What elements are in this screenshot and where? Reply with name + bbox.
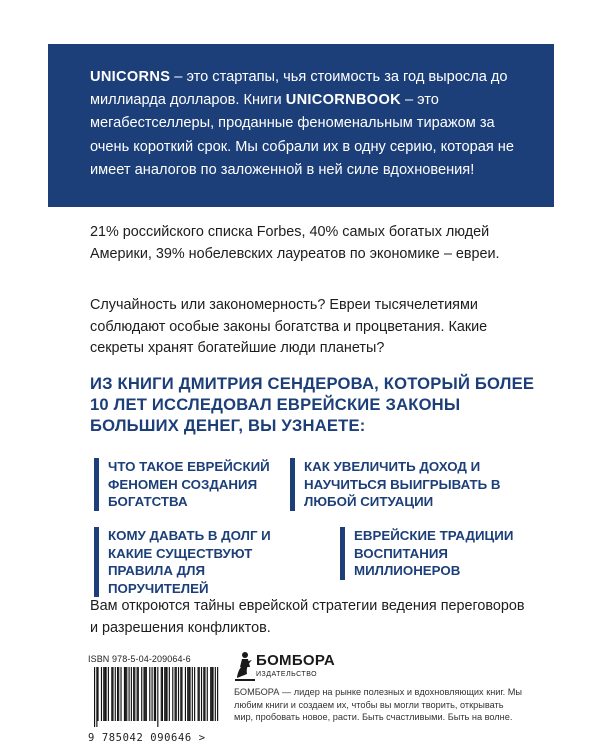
bullet-item: КОМУ ДАВАТЬ В ДОЛГ И КАКИЕ СУЩЕСТВУЮТ ПРАВИЛА ДЛЯ ПОРУЧИТЕЛЕЙ <box>94 527 298 597</box>
publisher-description: БОМБОРА — лидер на рынке полезных и вдохновляющих книг. Мы любим книги и создаем их, чтобы вы могли творить, открывать мир, пробовать новое, расти. Быть счастливыми. Быть на волне. <box>234 687 523 723</box>
barcode-digits: 9 785042 090646 > <box>88 732 206 744</box>
unicornbook-text: – это мегабестселлеры, проданные феноменальным тиражом за очень короткий срок. Мы собрали их в одну серию, которая не имеет аналогов по заложенной в ней силе вдохновения! <box>90 92 514 178</box>
stats-paragraph: 21% российского списка Forbes, 40% самых богатых людей Америки, 39% нобелевских лауреатов по экономике – евреи. <box>90 224 500 262</box>
bullet-item: КАК УВЕЛИЧИТЬ ДОХОД И НАУЧИТЬСЯ ВЫИГРЫВАТЬ В ЛЮБОЙ СИТУАЦИИ <box>290 458 524 511</box>
unicorns-text: – это стартапы, чья стоимость за год выросла до миллиарда долларов. Книги <box>90 69 508 109</box>
isbn-label: ISBN 978-5-04-209064-6 <box>88 654 191 664</box>
barcode-icon <box>88 667 223 729</box>
unicornbook-term: UNICORNBOOK <box>285 92 401 109</box>
publisher-subtitle: ИЗДАТЕЛЬСТВО <box>256 671 318 678</box>
series-intro-box <box>48 44 554 207</box>
bullet-item: ЧТО ТАКОЕ ЕВРЕЙСКИЙ ФЕНОМЕН СОЗДАНИЯ БОГАТСТВА <box>94 458 278 511</box>
publisher-name: БОМБОРА <box>256 652 336 669</box>
book-headline: ИЗ КНИГИ ДМИТРИЯ СЕНДЕРОВА, КОТОРЫЙ БОЛЕЕ 10 ЛЕТ ИССЛЕДОВАЛ ЕВРЕЙСКИЕ ЗАКОНЫ БОЛЬШИХ ДЕНЕГ, ВЫ УЗНАЕТЕ: <box>90 374 535 435</box>
bombora-wave-surfer-icon <box>234 650 256 682</box>
unicorns-term: UNICORNS <box>90 69 171 85</box>
closing-paragraph: Вам откроются тайны еврейской стратегии ведения переговоров и разрешения конфликтов. <box>90 598 525 636</box>
barcode-block <box>88 654 223 746</box>
question-paragraph: Случайность или закономерность? Евреи тысячелетиями соблюдают особые законы богатства и процветания. Какие секреты хранят богатейшие люди планеты? <box>90 297 488 356</box>
publisher-logo <box>234 646 354 686</box>
bullet-item: ЕВРЕЙСКИЕ ТРАДИЦИИ ВОСПИТАНИЯ МИЛЛИОНЕРОВ <box>340 527 544 580</box>
